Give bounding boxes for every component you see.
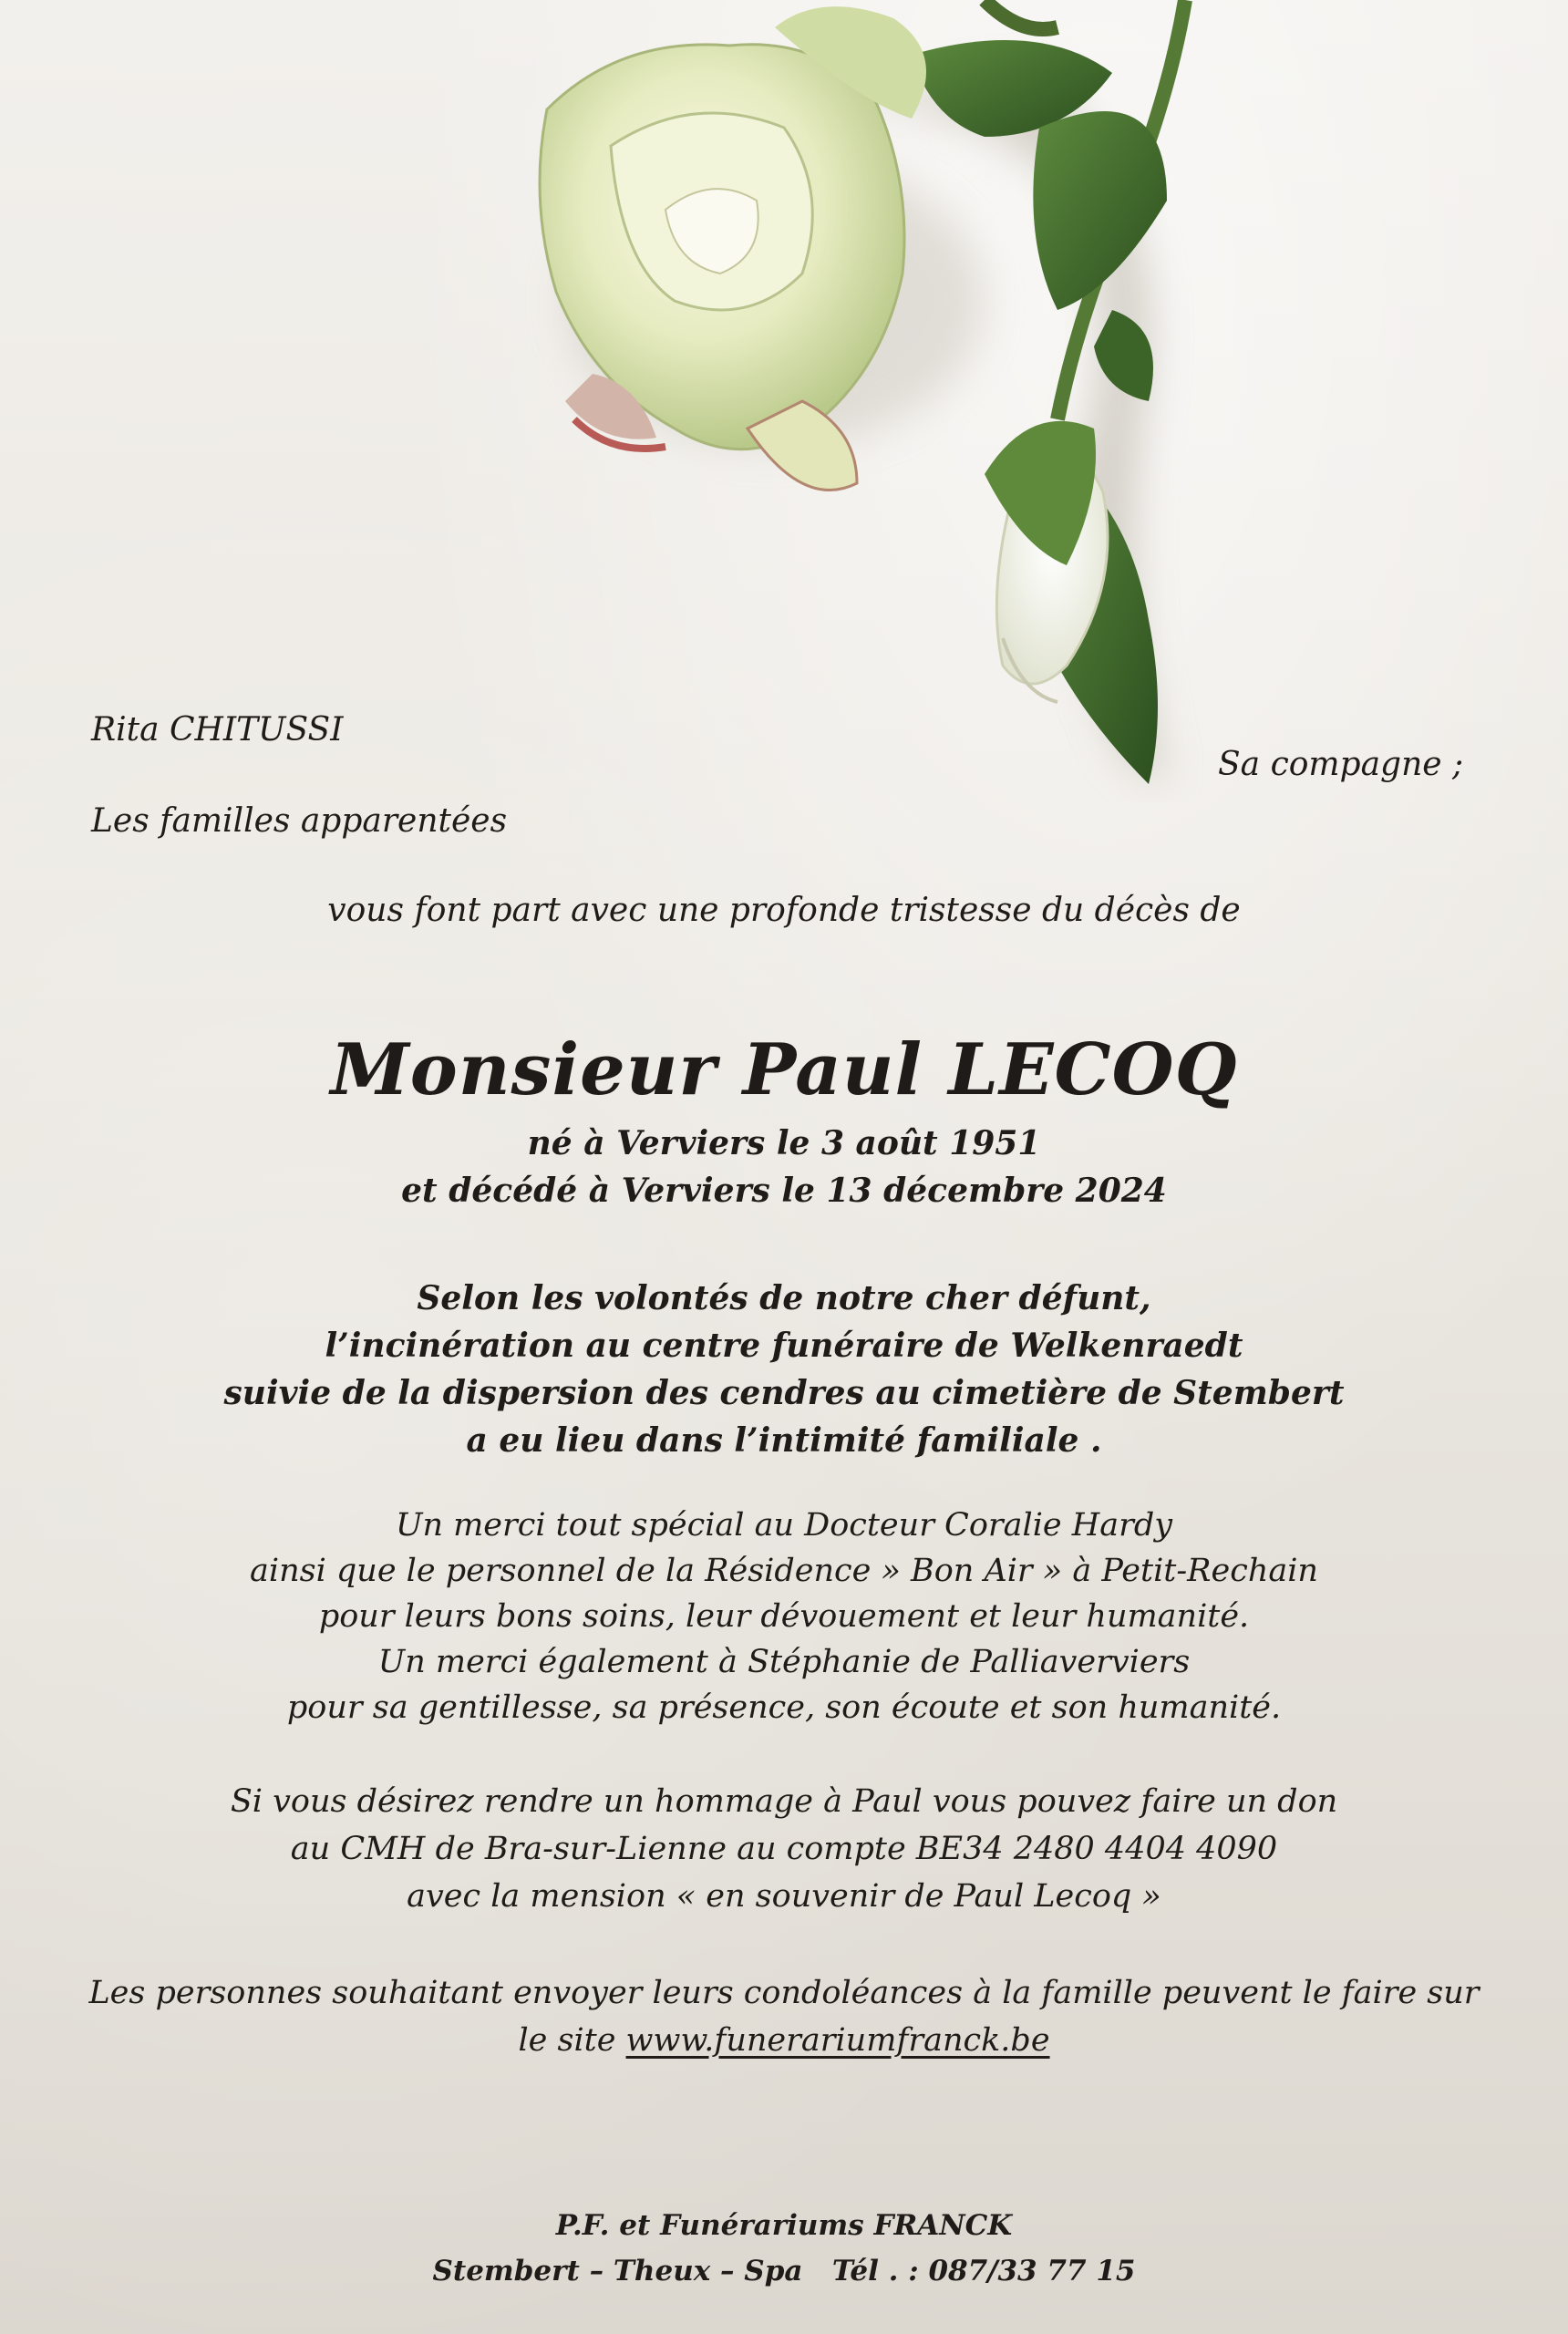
announcement: vous font part avec une profonde tristesse du décès de (327, 892, 1241, 929)
deceased-name: Monsieur Paul LECOQ (330, 1028, 1238, 1111)
rose-decoration-icon (474, 0, 1203, 802)
thanks-paragraph (0, 1503, 1568, 1730)
partner-name: Rita CHITUSSI (91, 711, 344, 749)
funerarium-website-link[interactable]: www.funerariumfranck.be (625, 2022, 1050, 2059)
tribute-line: avec la mension « en souvenir de Paul Lecoq » (407, 1878, 1161, 1915)
thanks-line: pour sa gentillesse, sa présence, son écoute et son humanité. (286, 1689, 1282, 1726)
thanks-line: Un merci également à Stéphanie de Palliaverviers (377, 1644, 1191, 1680)
thanks-line: pour leurs bons soins, leur dévouement et leur humanité. (318, 1598, 1250, 1635)
condolences-line: Les personnes souhaitant envoyer leurs condoléances à la famille peuvent le faire sur (88, 1975, 1480, 2011)
wishes-line: Selon les volontés de notre cher défunt, (417, 1279, 1151, 1317)
site-prefix: le site (518, 2022, 626, 2059)
thanks-line: Un merci tout spécial au Docteur Coralie Hardy (395, 1507, 1173, 1544)
funeral-wishes (0, 1275, 1568, 1464)
wishes-line: l’incinération au centre funéraire de Welkenraedt (325, 1327, 1243, 1365)
funeral-home-footer (0, 2203, 1568, 2294)
partner-role: Sa compagne ; (1218, 746, 1464, 783)
funeral-home-name: P.F. et Funérariums FRANCK (555, 2209, 1013, 2242)
death-line: et décédé à Verviers le 13 décembre 2024 (401, 1172, 1167, 1210)
funeral-home-locations: Stembert – Theux – Spa Tél . : 087/33 77 15 (432, 2255, 1136, 2288)
condolences-site-line (0, 2017, 1568, 2064)
condolences-paragraph (0, 1969, 1568, 2064)
wishes-line: suivie de la dispersion des cendres au cimetière de Stembert (223, 1374, 1345, 1412)
tribute-line: au CMH de Bra-sur-Lienne au compte BE34 2480 4404 4090 (290, 1831, 1278, 1867)
families-line: Les familles apparentées (91, 802, 508, 840)
life-dates (0, 1120, 1568, 1214)
birth-line: né à Verviers le 3 août 1951 (527, 1124, 1041, 1162)
thanks-line: ainsi que le personnel de la Résidence » Bon Air » à Petit-Rechain (250, 1553, 1318, 1589)
wishes-line: a eu lieu dans l’intimité familiale . (466, 1421, 1102, 1460)
tribute-paragraph (0, 1778, 1568, 1920)
tribute-line: Si vous désirez rendre un hommage à Paul vous pouvez faire un don (230, 1783, 1338, 1820)
